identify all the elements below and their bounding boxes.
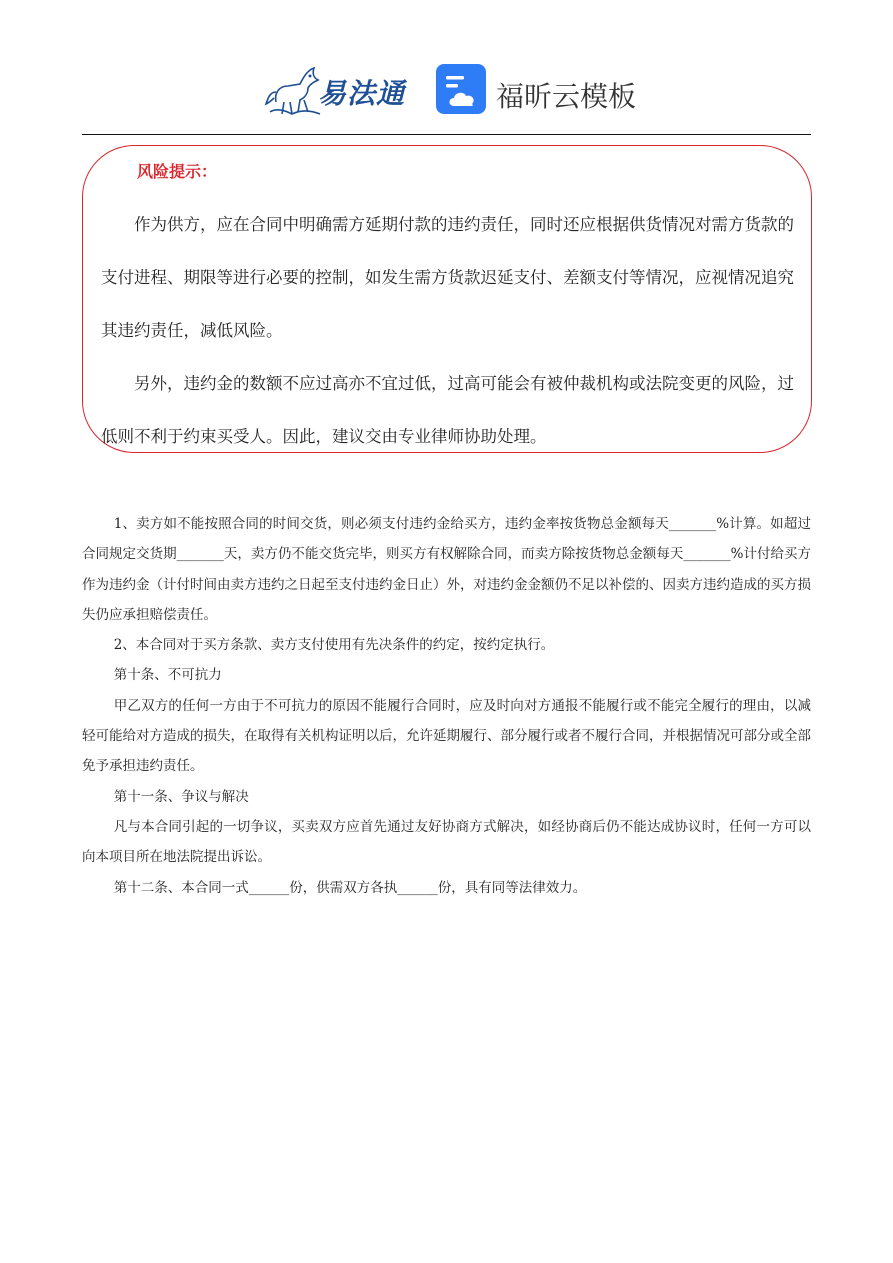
clause-paragraph: 凡与本合同引起的一切争议，买卖双方应首先通过友好协商方式解决，如经协商后仍不能达成协议时，任何一方可以向本项目所在地法院提出诉讼。 <box>82 818 811 866</box>
logo-left-text: 易法通 <box>318 77 406 110</box>
fuxin-logo <box>436 64 636 118</box>
section-heading: 第十条、不可抗力 <box>113 667 222 684</box>
cloud-document-icon <box>436 64 486 114</box>
risk-title: 风险提示： <box>137 162 218 181</box>
clause-paragraph: 1、卖方如不能按照合同的时间交货，则必须支付违约金给买方，违约金率按货物总金额每天_______%计算。如超过合同规定交货期_______天，卖方仍不能交货完毕，则买方有权解除合同，而卖方除按货物总金额每天_______%计付给买方作为违约金（计付时间由卖方违约之日起至支付违约金日止）外，对违约金金额仍不足以补偿的、因卖方违约造成的买方损失仍应承担赔偿责任。 <box>82 516 811 623</box>
header-divider <box>82 134 811 135</box>
horse-logo-icon <box>262 62 324 118</box>
clause-paragraph: 甲乙双方的任何一方由于不可抗力的原因不能履行合同时，应及时向对方通报不能履行或不能完全履行的理由，以减轻可能给对方造成的损失，在取得有关机构证明以后，允许延期履行、部分履行或者不履行合同，并根据情况可部分或全部免予承担违约责任。 <box>82 697 811 775</box>
risk-text <box>101 198 801 463</box>
risk-paragraph: 另外，违约金的数额不应过高亦不宜过低，过高可能会有被仲裁机构或法院变更的风险，过低则不利于约束买受人。因此，建议交由专业律师协助处理。 <box>101 374 794 446</box>
clause-paragraph: 2、本合同对于买方条款、卖方支付使用有先决条件的约定，按约定执行。 <box>113 637 555 654</box>
risk-paragraph: 作为供方，应在合同中明确需方延期付款的违约责任，同时还应根据供货情况对需方货款的支付进程、期限等进行必要的控制，如发生需方货款迟延支付、差额支付等情况，应视情况追究其违约责任，减低风险。 <box>101 215 794 340</box>
logo-right-text: 福昕云模板 <box>496 80 637 113</box>
contract-body <box>82 509 811 903</box>
section-heading: 第十一条、争议与解决 <box>113 788 249 805</box>
yifatong-logo <box>262 62 412 118</box>
clause-paragraph: 第十二条、本合同一式______份，供需双方各执______份，具有同等法律效力。 <box>113 879 587 896</box>
page-header <box>0 60 893 122</box>
risk-warning-box <box>82 145 812 453</box>
